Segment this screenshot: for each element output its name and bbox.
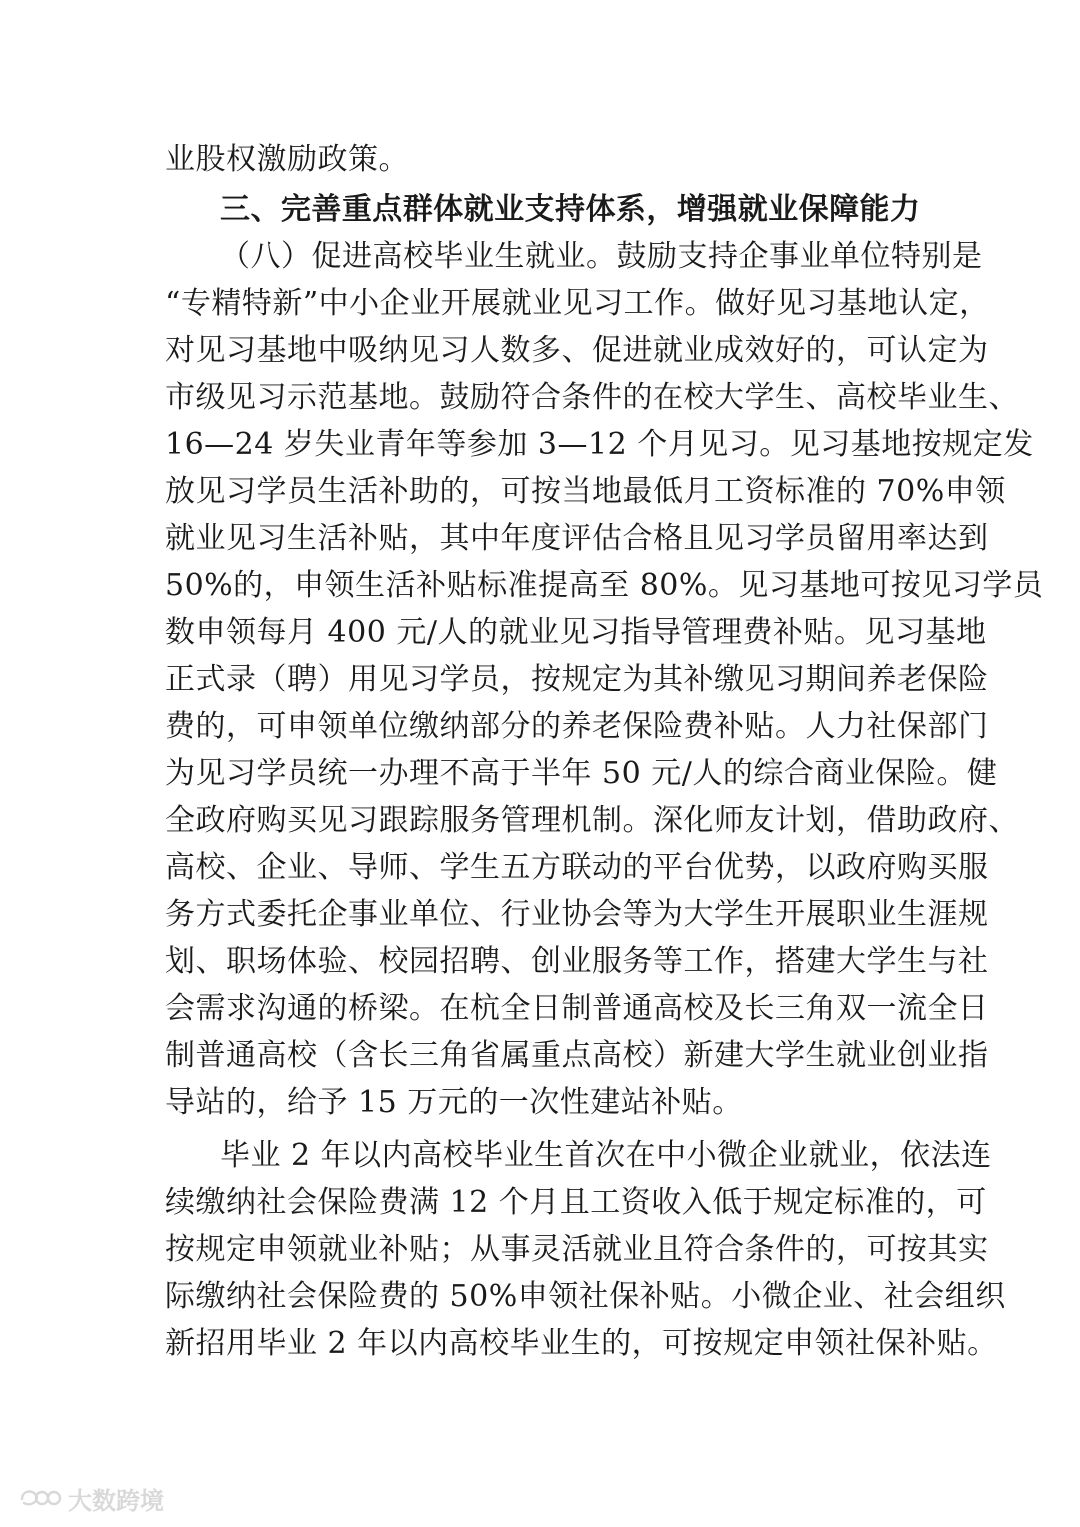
text-line: 数申领每月 400 元/人的就业见习指导管理费补贴。见习基地: [165, 615, 987, 650]
text-line: 对见习基地中吸纳见习人数多、促进就业成效好的，可认定为: [165, 333, 989, 368]
text-line: 16—24 岁失业青年等参加 3—12 个月见习。见习基地按规定发: [165, 427, 1034, 462]
text-line: 费的，可申领单位缴纳部分的养老保险费补贴。人力社保部门: [165, 709, 989, 744]
text-line: 为见习学员统一办理不高于半年 50 元/人的综合商业保险。健: [165, 756, 998, 791]
text-line: 际缴纳社会保险费的 50%申领社保补贴。小微企业、社会组织: [165, 1279, 1006, 1314]
text-line: 高校、企业、导师、学生五方联动的平台优势，以政府购买服: [165, 850, 989, 885]
paragraph-first-line: （八）促进高校毕业生就业。鼓励支持企事业单位特别是: [220, 239, 983, 274]
text-line: 全政府购买见习跟踪服务管理机制。深化师友计划，借助政府、: [165, 803, 1019, 838]
text-line: 业股权激励政策。: [165, 142, 409, 177]
text-line: 市级见习示范基地。鼓励符合条件的在校大学生、高校毕业生、: [165, 380, 1019, 415]
text-line: 按规定申领就业补贴；从事灵活就业且符合条件的，可按其实: [165, 1232, 989, 1267]
text-line: 放见习学员生活补助的，可按当地最低月工资标准的 70%申领: [165, 474, 1006, 509]
paragraph-first-line: 毕业 2 年以内高校毕业生首次在中小微企业就业，依法连: [220, 1138, 992, 1173]
text-line: 就业见习生活补贴，其中年度评估合格且见习学员留用率达到: [165, 521, 989, 556]
watermark: [18, 1480, 164, 1516]
text-line: “专精特新”中小企业开展就业见习工作。做好见习基地认定，: [165, 286, 990, 321]
text-line: 50%的，申领生活补贴标准提高至 80%。见习基地可按见习学员: [165, 568, 1044, 603]
watermark-text: 大数跨境: [68, 1486, 164, 1515]
text-line: 会需求沟通的桥梁。在杭全日制普通高校及长三角双一流全日: [165, 991, 989, 1026]
text-line: 制普通高校（含长三角省属重点高校）新建大学生就业创业指: [165, 1038, 989, 1073]
text-line: 续缴纳社会保险费满 12 个月且工资收入低于规定标准的，可: [165, 1185, 987, 1220]
text-line: 正式录（聘）用见习学员，按规定为其补缴见习期间养老保险: [165, 662, 989, 697]
hand-drawn-smile-logo-icon: [18, 1485, 62, 1511]
text-line: 务方式委托企事业单位、行业协会等为大学生开展职业生涯规: [165, 897, 989, 932]
text-line: 划、职场体验、校园招聘、创业服务等工作，搭建大学生与社: [165, 944, 989, 979]
section-heading: 三、完善重点群体就业支持体系，增强就业保障能力: [220, 192, 920, 227]
text-line: 导站的，给予 15 万元的一次性建站补贴。: [165, 1085, 743, 1120]
text-line: 新招用毕业 2 年以内高校毕业生的，可按规定申领社保补贴。: [165, 1326, 998, 1361]
